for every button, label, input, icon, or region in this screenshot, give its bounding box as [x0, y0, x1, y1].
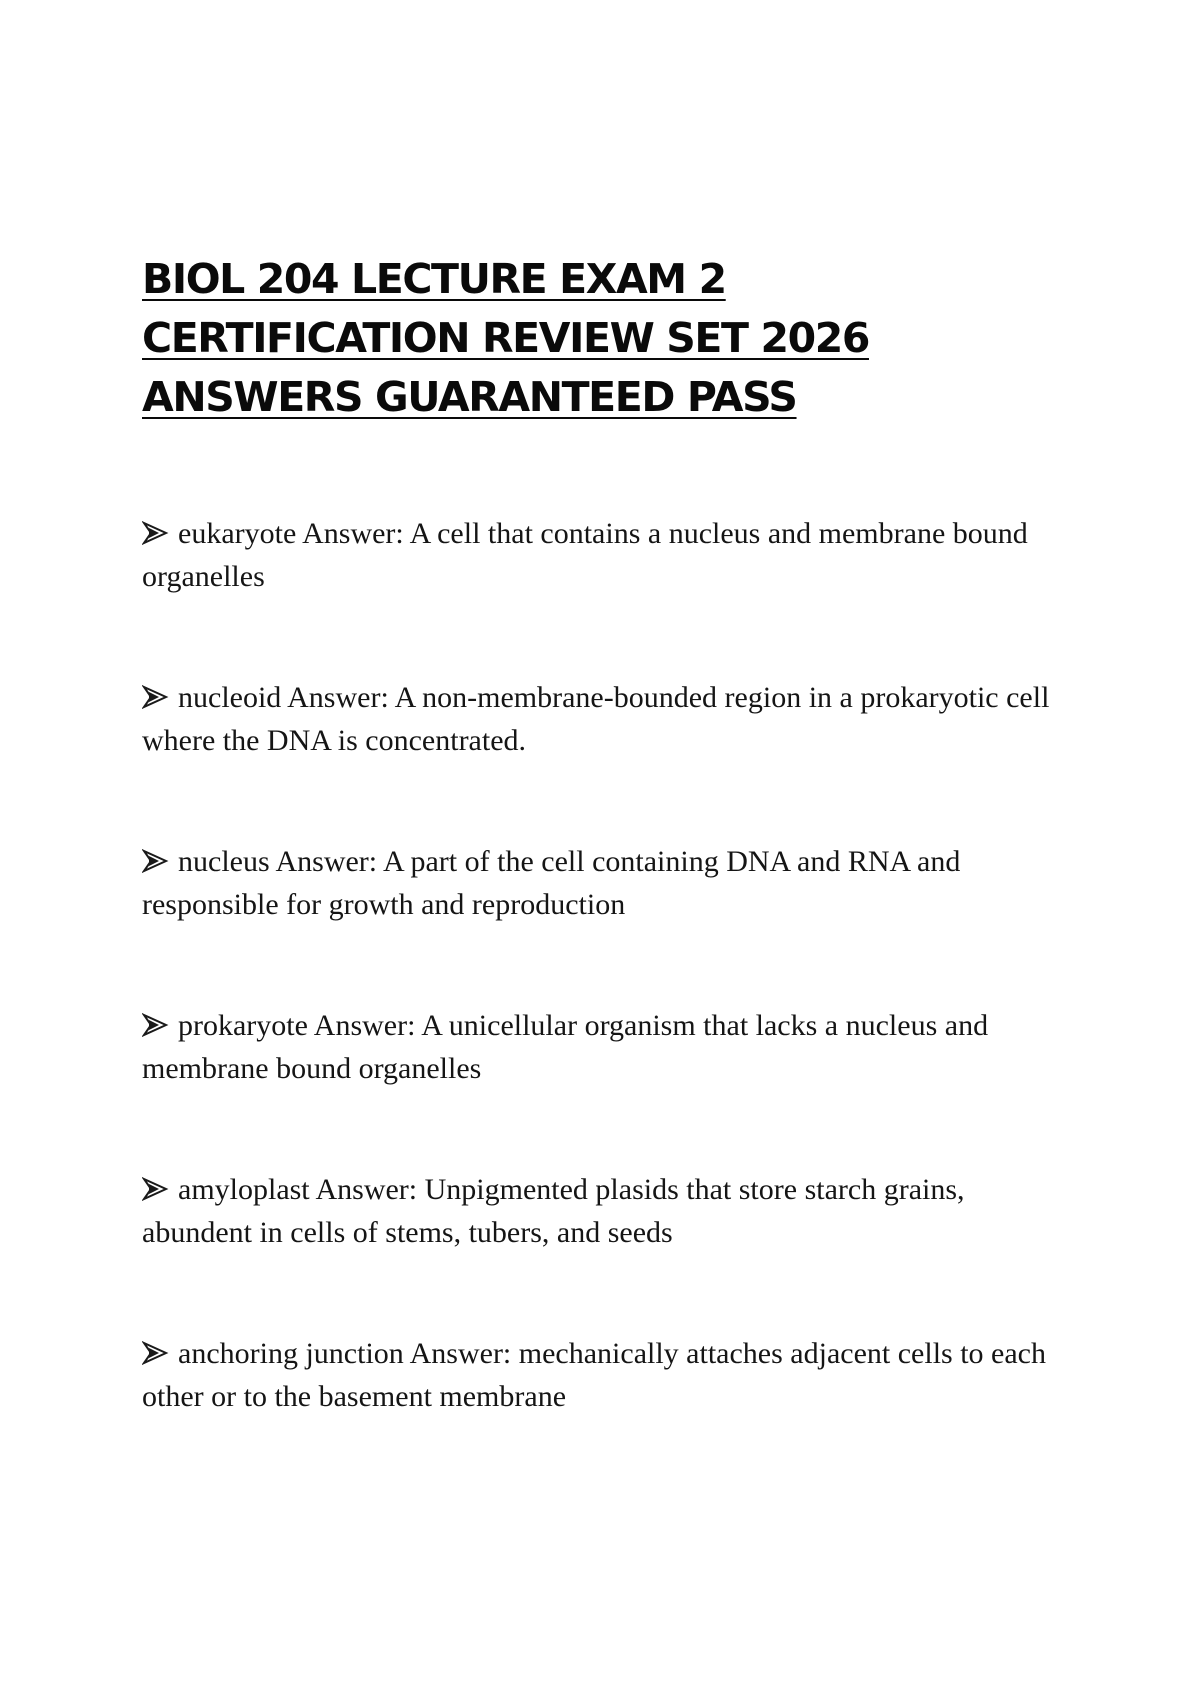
- title-line-1: BIOL 204 LECTURE EXAM 2: [142, 255, 726, 303]
- qa-item-anchoring-junction: [142, 1332, 1072, 1496]
- qa-text: anchoring junction Answer: mechanically attaches adjacent cells to each other or to the basement membrane: [142, 1337, 1046, 1413]
- qa-item-prokaryote: [142, 1004, 1072, 1168]
- qa-item-amyloplast: [142, 1168, 1072, 1332]
- double-arrow-bullet-icon: [142, 684, 170, 710]
- qa-text: prokaryote Answer: A unicellular organism that lacks a nucleus and membrane bound organelles: [142, 1009, 989, 1085]
- double-arrow-bullet-icon: [142, 848, 170, 874]
- qa-item-eukaryote: [142, 512, 1072, 676]
- double-arrow-bullet-icon: [142, 1176, 170, 1202]
- title-line-3: ANSWERS GUARANTEED PASS: [142, 373, 797, 421]
- double-arrow-bullet-icon: [142, 1012, 170, 1038]
- double-arrow-bullet-icon: [142, 1340, 170, 1366]
- document-title: [142, 250, 1082, 427]
- qa-text: nucleoid Answer: A non-membrane-bounded region in a prokaryotic cell where the DNA is concentrated.: [142, 681, 1050, 757]
- qa-item-nucleoid: [142, 676, 1072, 840]
- qa-text: eukaryote Answer: A cell that contains a nucleus and membrane bound organelles: [142, 517, 1028, 593]
- qa-item-nucleus: [142, 840, 1072, 1004]
- title-line-2: CERTIFICATION REVIEW SET 2026: [142, 314, 869, 362]
- double-arrow-bullet-icon: [142, 520, 170, 546]
- qa-text: amyloplast Answer: Unpigmented plasids that store starch grains, abundent in cells of stems, tubers, and seeds: [142, 1173, 965, 1249]
- qa-text: nucleus Answer: A part of the cell containing DNA and RNA and responsible for growth and reproduction: [142, 845, 961, 921]
- qa-list: [142, 512, 1072, 1496]
